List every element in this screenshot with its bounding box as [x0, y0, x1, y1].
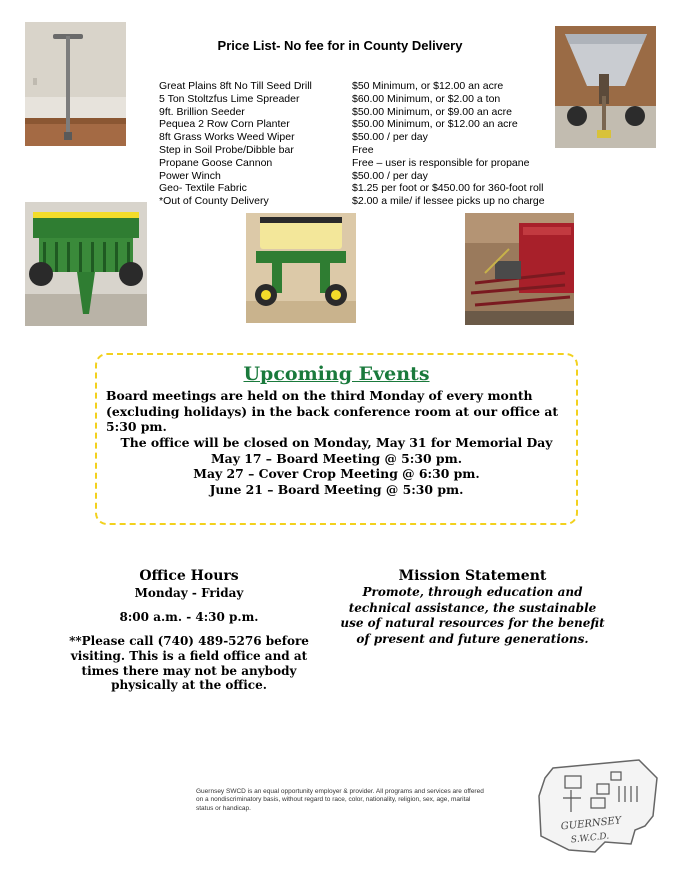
price-value: $50.00 Minimum, or $9.00 an acre [352, 105, 512, 118]
guernsey-swcd-logo [535, 756, 660, 856]
price-item: Geo- Textile Fabric [159, 182, 247, 195]
price-row [159, 182, 599, 195]
price-item: Power Winch [159, 169, 221, 182]
price-list-table [159, 80, 599, 208]
price-row [159, 144, 599, 157]
mission-statement-section [340, 568, 605, 647]
price-row [159, 195, 599, 208]
price-value: $50.00 / per day [352, 131, 428, 144]
office-call-note: **Please call (740) 489-5276 before visiting. This is a field office and at times there may not be anybody physically at the office. [69, 634, 309, 693]
event-line: May 27 – Cover Crop Meeting @ 6:30 pm. [193, 466, 480, 481]
office-hours-time: 8:00 a.m. - 4:30 p.m. [119, 610, 259, 624]
office-days: Monday - Friday [134, 586, 244, 600]
price-value: $60.00 Minimum, or $2.00 a ton [352, 92, 501, 105]
price-row [159, 106, 599, 119]
events-title: Upcoming Events [243, 363, 430, 385]
event-line: The office will be closed on Monday, May 31 for Memorial Day [120, 435, 553, 450]
logo-text-line2: S.W.C.D. [570, 831, 610, 846]
mission-title: Mission Statement [398, 568, 547, 584]
price-row [159, 131, 599, 144]
office-hours-title: Office Hours [139, 568, 239, 584]
board-meeting-note: Board meetings are held on the third Monday of every month (excluding holidays) in the back conference room at our office at 5:30 pm. [106, 388, 559, 434]
brillion-seeder-photo [465, 213, 574, 325]
price-list-title: Price List- No fee for in County Delivery [217, 38, 463, 53]
price-value: Free [352, 143, 374, 156]
price-item: *Out of County Delivery [159, 195, 269, 208]
footer-disclaimer: Guernsey SWCD is an equal opportunity employer & provider. All programs and services are offered on a nondiscriminatory basis, without regard to race, color, nationality, religion, sex, age, marital status or handicap. [196, 788, 484, 812]
mission-text: Promote, through education and technical assistance, the sustainable use of natural resources for the benefit of present and future generations. [340, 585, 605, 646]
event-line: June 21 – Board Meeting @ 5:30 pm. [209, 481, 464, 497]
price-row [159, 80, 599, 93]
logo-text-line1: GUERNSEY [560, 815, 622, 833]
price-item: Pequea 2 Row Corn Planter [159, 118, 290, 131]
price-item: Propane Goose Cannon [159, 156, 273, 169]
seed-drill-photo [25, 202, 147, 326]
price-item: Step in Soil Probe/Dibble bar [159, 143, 294, 156]
price-value: $2.00 a mile/ if lessee picks up no charge [352, 195, 545, 208]
price-value: $50.00 Minimum, or $12.00 an acre [352, 118, 518, 131]
price-row [159, 93, 599, 106]
price-value: $1.25 per foot or $450.00 for 360-foot roll [352, 182, 544, 195]
price-item: 9ft. Brillion Seeder [159, 105, 245, 118]
price-row [159, 170, 599, 183]
office-hours-section [65, 568, 313, 693]
event-line: May 17 – Board Meeting @ 5:30 pm. [210, 450, 463, 466]
soil-probe-photo [25, 22, 126, 146]
price-item: 8ft Grass Works Weed Wiper [159, 131, 295, 144]
price-item: 5 Ton Stoltzfus Lime Spreader [159, 92, 300, 105]
upcoming-events-box [95, 353, 578, 525]
price-value: Free – user is responsible for propane [352, 156, 530, 169]
corn-planter-photo [246, 213, 356, 323]
price-value: $50 Minimum, or $12.00 an acre [352, 80, 504, 92]
price-row [159, 118, 599, 131]
events-list [97, 435, 576, 497]
price-row [159, 157, 599, 170]
price-value: $50.00 / per day [352, 169, 428, 182]
price-item: Great Plains 8ft No Till Seed Drill [159, 80, 312, 92]
